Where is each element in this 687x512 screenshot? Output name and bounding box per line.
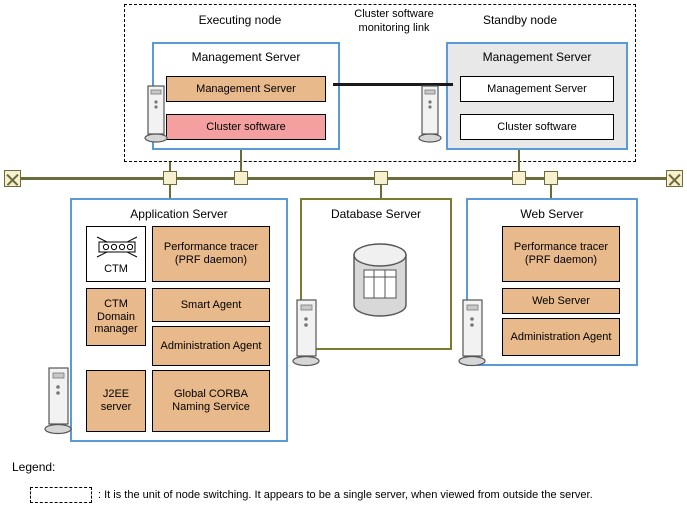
- global-corba-naming-service: Global CORBA Naming Service: [152, 370, 270, 432]
- database-cylinder-icon: [352, 243, 408, 317]
- legend-dashed-swatch: [30, 487, 92, 503]
- j2ee-server: J2EE server: [86, 370, 146, 432]
- ctm-domain-manager: CTM Domain manager: [86, 288, 146, 346]
- network-bus-connector-standby-node: [512, 171, 526, 185]
- executing-management-server-component: Management Server: [166, 76, 326, 102]
- executing-management-server-panel: [152, 42, 340, 150]
- standby-cluster-software-component: Cluster software: [460, 114, 614, 140]
- network-bus-connector-db: [374, 171, 388, 185]
- drop-line-exec-node: [240, 150, 242, 172]
- web-administration-agent: Administration Agent: [502, 318, 620, 356]
- application-server-computer-icon: [44, 366, 74, 438]
- drop-line-standby-node: [518, 150, 520, 172]
- app-performance-tracer: Performance tracer (PRF daemon): [152, 226, 270, 282]
- ctm-label: CTM: [104, 263, 128, 276]
- drop-line-app-upper: [169, 162, 171, 172]
- cluster-monitoring-link-label: Cluster software monitoring link: [354, 8, 434, 34]
- executing-management-server-label: Management Server: [191, 50, 301, 64]
- web-performance-tracer: Performance tracer (PRF daemon): [502, 226, 620, 282]
- database-server-computer-icon: [292, 298, 322, 370]
- standby-node-computer-icon: [418, 84, 444, 146]
- executing-node-computer-icon: [144, 84, 170, 146]
- web-server-component: Web Server: [502, 288, 620, 314]
- smart-agent: Smart Agent: [152, 288, 270, 322]
- standby-management-server-panel: [446, 42, 628, 150]
- web-server-title: Web Server: [520, 207, 584, 221]
- executing-node-title: Executing node: [198, 13, 282, 27]
- web-server-computer-icon: [458, 298, 488, 370]
- drop-line-db: [380, 185, 382, 199]
- legend-description: : It is the unit of node switching. It appears to be a single server, when viewed from outside the server.: [98, 489, 593, 501]
- network-bus-connector-web: [544, 171, 558, 185]
- network-bus-terminator-left: [4, 170, 21, 187]
- network-bus-connector-app: [163, 171, 177, 185]
- database-server-title: Database Server: [330, 207, 422, 221]
- standby-management-server-label: Management Server: [482, 50, 592, 64]
- network-bus-line: [4, 177, 683, 180]
- drop-line-web: [550, 185, 552, 199]
- standby-management-server-component: Management Server: [460, 76, 614, 102]
- app-administration-agent: Administration Agent: [152, 326, 270, 366]
- ctm-queue-icon: [95, 235, 139, 259]
- ctm-icon-box: [86, 226, 146, 282]
- network-bus-connector-exec-node: [234, 171, 248, 185]
- application-server-title: Application Server: [130, 207, 228, 221]
- network-bus-terminator-right: [666, 170, 683, 187]
- drop-line-app-lower: [169, 185, 171, 199]
- standby-node-title: Standby node: [482, 13, 558, 27]
- executing-cluster-software-component: Cluster software: [166, 114, 326, 140]
- legend-title: Legend:: [12, 460, 56, 474]
